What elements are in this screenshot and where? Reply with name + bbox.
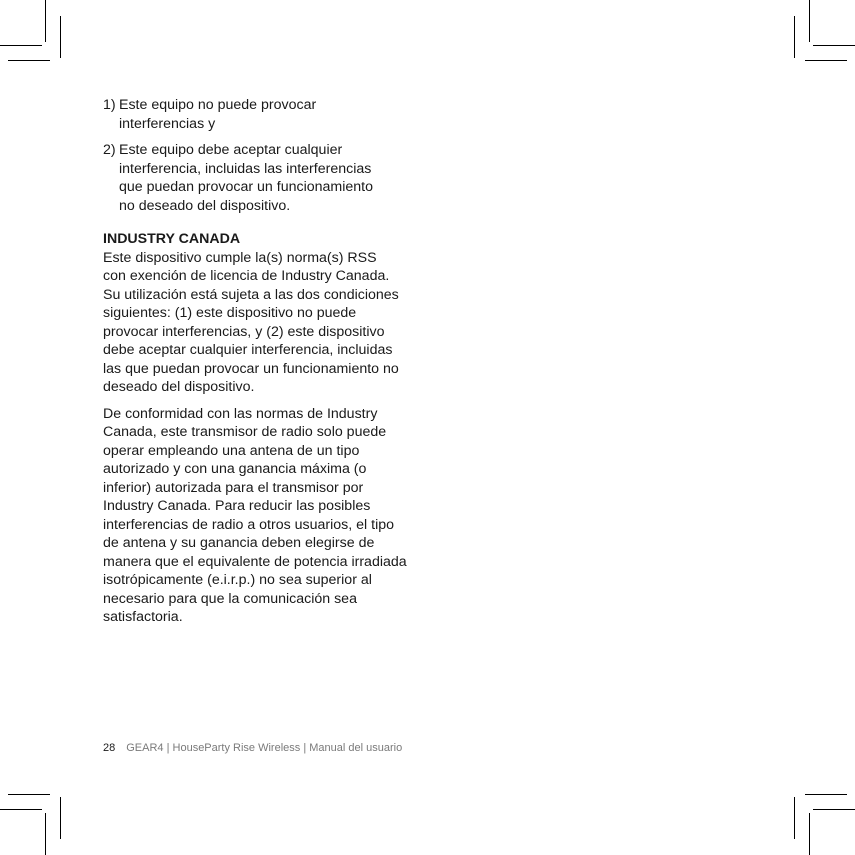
list-item-line: Este equipo debe aceptar cualquier bbox=[119, 142, 343, 158]
paragraph-line: Canada, este transmisor de radio solo puede bbox=[103, 424, 387, 440]
paragraph-line: necesario para que la comunicación sea bbox=[103, 590, 357, 607]
list-item-number: 1) bbox=[103, 97, 116, 113]
paragraph bbox=[103, 249, 433, 397]
page-number: 28 bbox=[103, 742, 116, 754]
crop-mark bbox=[45, 0, 46, 42]
crop-mark bbox=[0, 809, 42, 810]
footer-text: GEAR4 | HouseParty Rise Wireless | Manual del usuario bbox=[126, 742, 403, 754]
paragraph-line: provocar interferencias, y (2) este dispositivo bbox=[103, 323, 385, 340]
paragraph-line: las que puedan provocar un funcionamiento no bbox=[103, 360, 399, 377]
paragraph-line: de antena y su ganancia deben elegirse de bbox=[103, 535, 375, 551]
crop-mark bbox=[8, 794, 50, 795]
page-footer bbox=[103, 741, 402, 755]
page-content bbox=[103, 96, 433, 635]
list-item-line: Este equipo no puede provocar bbox=[119, 97, 317, 113]
list-item bbox=[103, 96, 433, 133]
crop-mark bbox=[813, 45, 855, 46]
crop-mark bbox=[809, 0, 810, 42]
paragraph-line: isotrópicamente (e.i.r.p.) no sea superior al bbox=[103, 572, 372, 588]
paragraph-line: Su utilización está sujeta a las dos condiciones bbox=[103, 286, 399, 303]
paragraph-line: interferencias de radio a otros usuarios, el tipo bbox=[103, 516, 395, 533]
crop-mark bbox=[809, 813, 810, 855]
list-item-line: interferencias y bbox=[119, 115, 216, 132]
crop-mark bbox=[60, 797, 61, 839]
list-item-line: no deseado del dispositivo. bbox=[119, 197, 291, 214]
paragraph-line: con exención de licencia de Industry Canada. bbox=[103, 268, 390, 284]
crop-mark bbox=[8, 60, 50, 61]
paragraph-line: deseado del dispositivo. bbox=[103, 379, 255, 395]
crop-mark bbox=[805, 794, 847, 795]
paragraph-line: debe aceptar cualquier interferencia, incluidas bbox=[103, 342, 393, 358]
paragraph-line: De conformidad con las normas de Industry bbox=[103, 405, 378, 422]
paragraph-line: manera que el equivalente de potencia irradiada bbox=[103, 553, 407, 570]
paragraph-line: satisfactoria. bbox=[103, 609, 183, 625]
paragraph-line: siguientes: (1) este dispositivo no puede bbox=[103, 305, 357, 321]
crop-mark bbox=[813, 809, 855, 810]
crop-mark bbox=[0, 45, 42, 46]
section-heading: INDUSTRY CANADA bbox=[103, 231, 241, 247]
crop-mark bbox=[794, 797, 795, 839]
list-item-line: interferencia, incluidas las interferencias bbox=[119, 160, 372, 177]
list-item-number: 2) bbox=[103, 142, 116, 158]
crop-mark bbox=[794, 16, 795, 58]
list-item-line: que puedan provocar un funcionamiento bbox=[119, 179, 373, 195]
crop-mark bbox=[45, 813, 46, 855]
paragraph-line: operar empleando una antena de un tipo bbox=[103, 442, 360, 459]
paragraph-line: Industry Canada. Para reducir las posibles bbox=[103, 498, 371, 514]
crop-mark bbox=[60, 16, 61, 58]
paragraph-line: autorizado y con una ganancia máxima (o bbox=[103, 461, 367, 477]
paragraph-line: inferior) autorizada para el transmisor por bbox=[103, 479, 364, 496]
list-item bbox=[103, 141, 433, 215]
paragraph bbox=[103, 405, 433, 627]
paragraph-line: Este dispositivo cumple la(s) norma(s) RSS bbox=[103, 249, 377, 266]
crop-mark bbox=[805, 60, 847, 61]
